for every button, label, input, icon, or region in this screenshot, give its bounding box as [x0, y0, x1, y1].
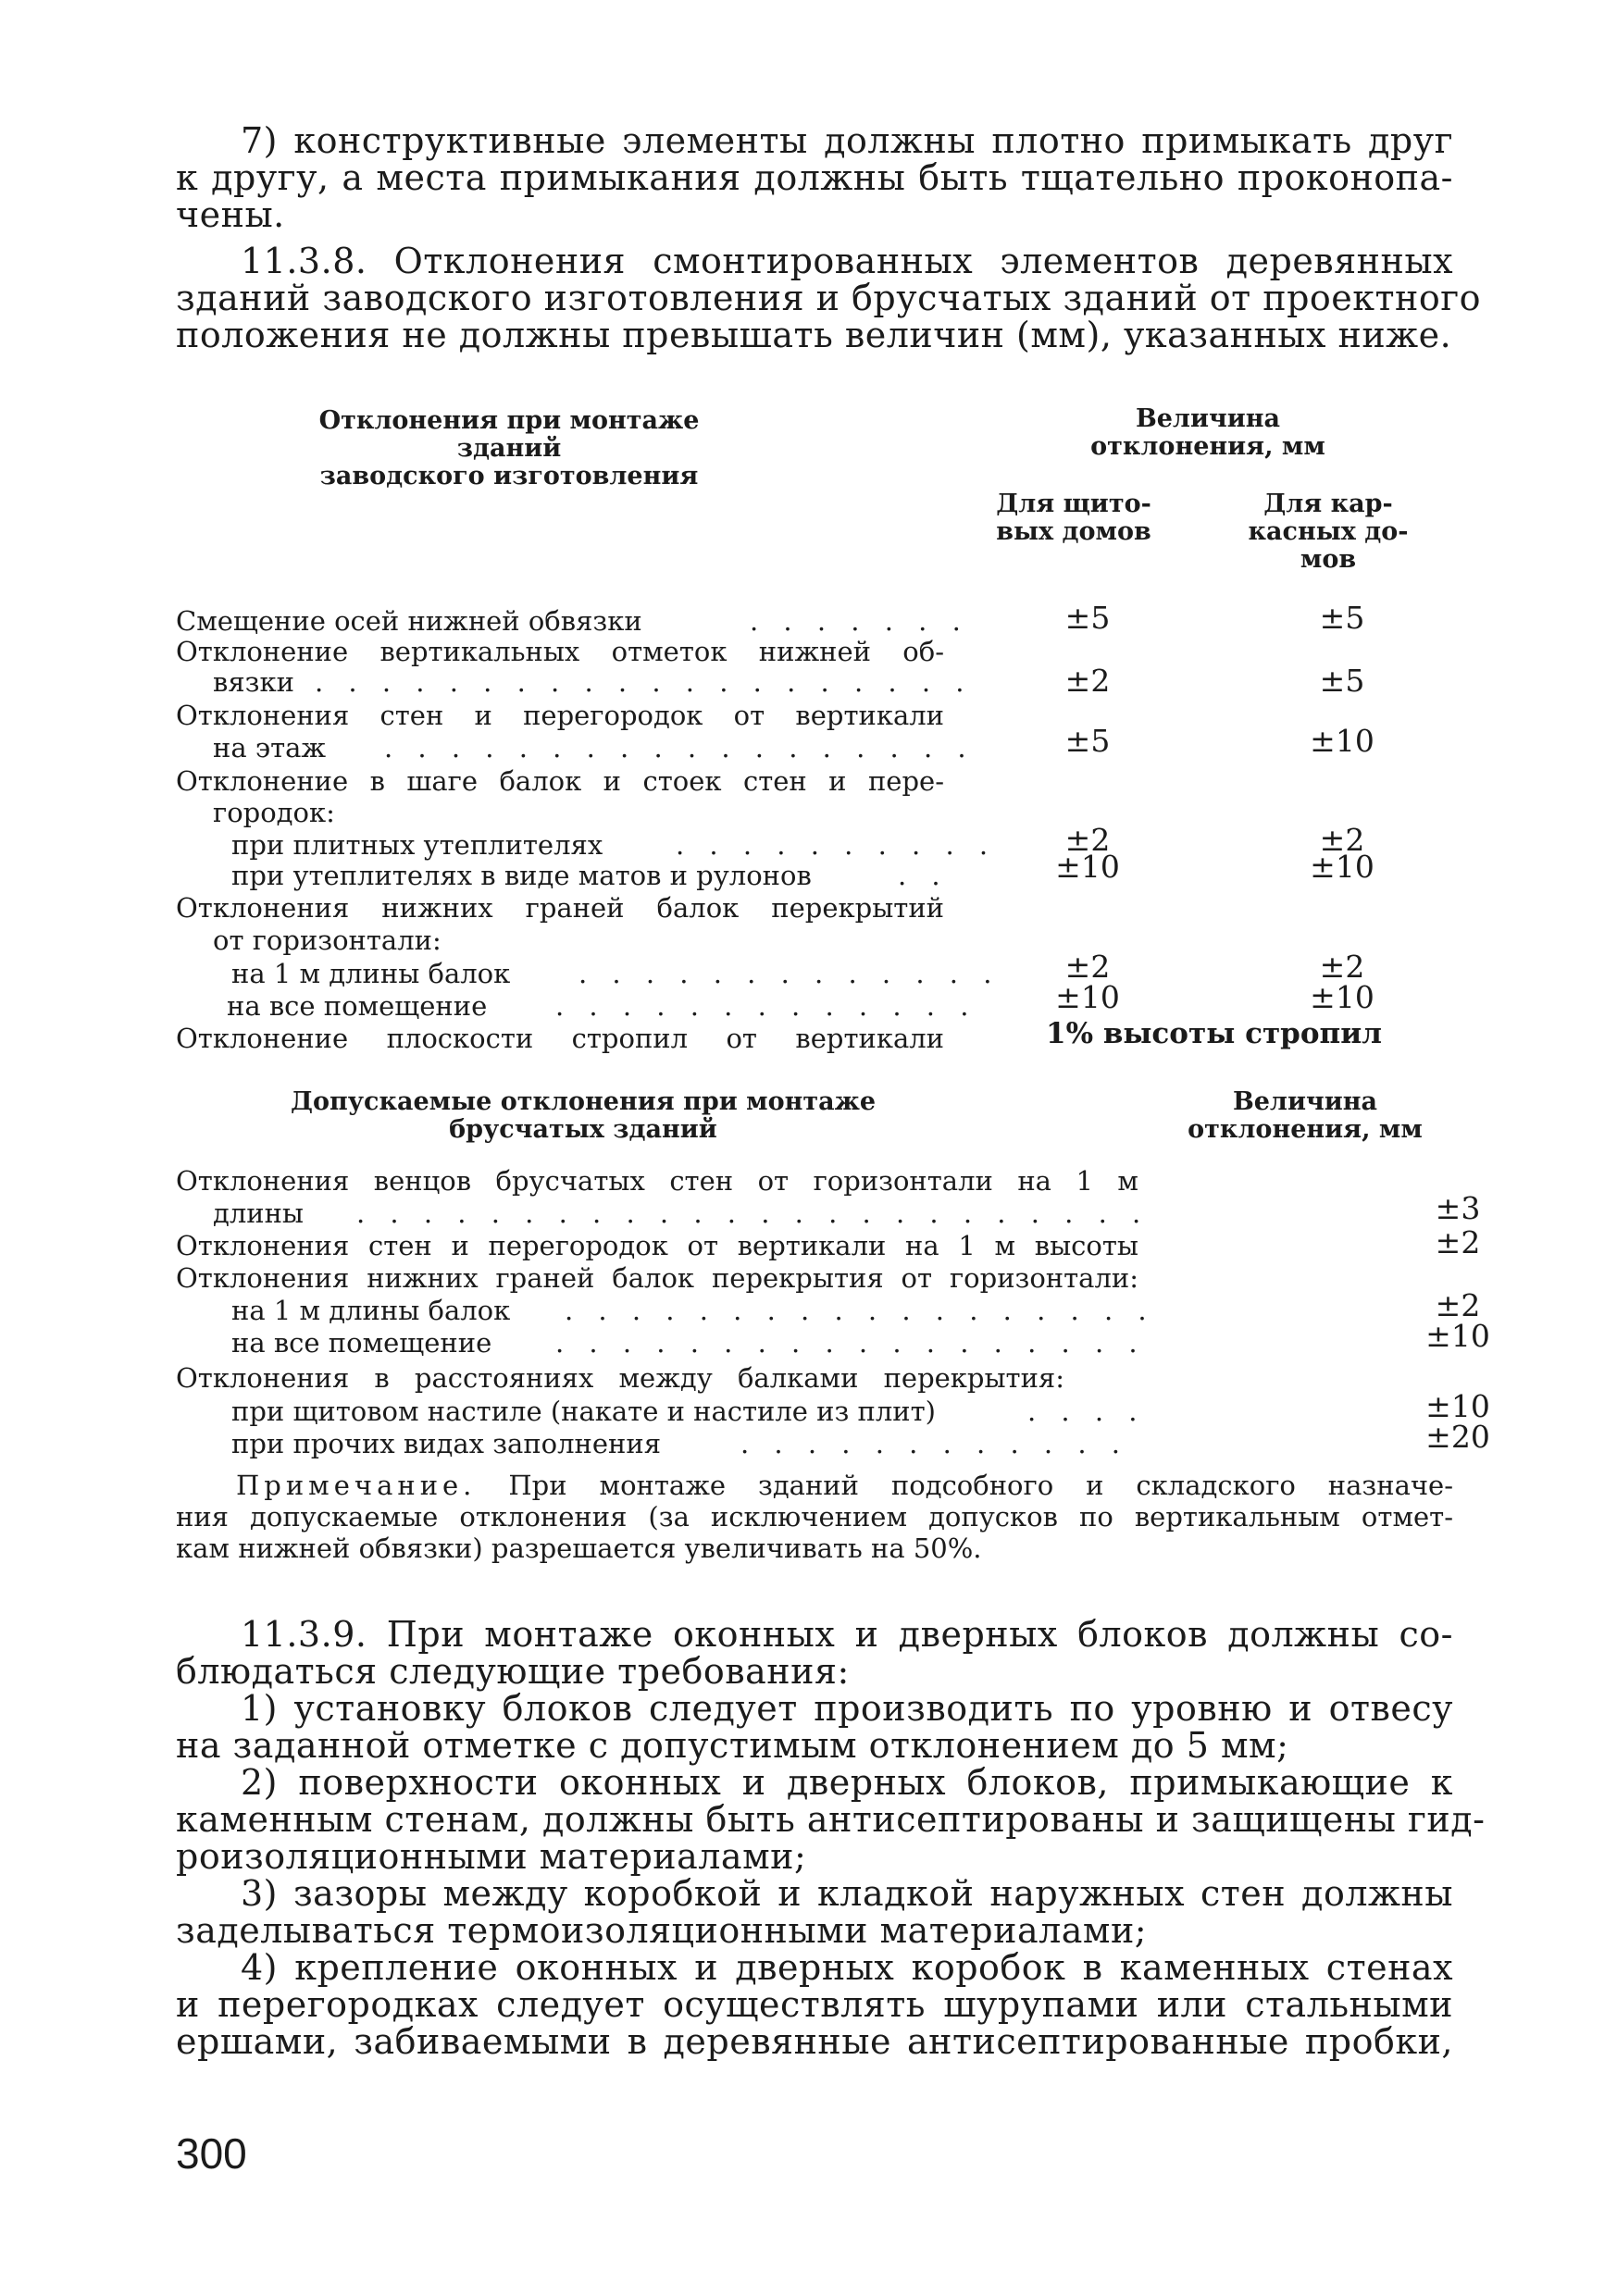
row-label: при прочих видах заполнения	[231, 1428, 661, 1459]
table-row	[176, 637, 1444, 666]
value-shield: ±10	[1055, 849, 1120, 885]
text-line: 4) крепление оконных и дверных коробок в каменных стенах	[241, 1947, 1453, 1988]
row-label: городок:	[213, 797, 335, 828]
row-label: на все помещение	[227, 990, 488, 1022]
row-label: при щитовом настиле (накате и настиле из плит)	[231, 1396, 936, 1427]
row-label: Смещение осей нижней обвязки	[176, 605, 642, 637]
row-label: Отклонения нижних граней балок перекрытия от горизонтали:	[176, 1262, 1138, 1294]
row-label: на 1 м длины балок	[231, 1295, 511, 1326]
text-line: 7) конструктивные элементы должны плотно примыкать друг	[241, 120, 1453, 161]
table-row	[176, 766, 1444, 796]
text-line: блюдаться следующие требования:	[176, 1651, 850, 1692]
value: ±2	[1435, 1224, 1481, 1260]
header-text: вых домов	[996, 517, 1151, 546]
text-line: чены.	[176, 194, 285, 235]
row-label: на 1 м длины балок	[231, 958, 511, 989]
table-row	[176, 723, 1444, 763]
table-row	[176, 663, 1444, 699]
text-line: 11.3.8. Отклонения смонтированных элементов деревянных	[241, 241, 1453, 281]
page-number: 300	[176, 2129, 247, 2178]
row-label: на этаж	[213, 732, 327, 763]
row-label: при плитных утеплителях	[231, 829, 603, 861]
header-text: Для щито-	[996, 490, 1151, 518]
text-line: каменным стенам, должны быть антисептированы и защищены гид-	[176, 1799, 1486, 1840]
intro-paragraph	[176, 122, 1453, 233]
table1-header-left	[278, 407, 740, 490]
table-row	[176, 893, 1444, 923]
table-row	[176, 1388, 1490, 1427]
text-line: положения не должны превышать величин (мм), указанных ниже.	[176, 315, 1452, 355]
table-row	[176, 1419, 1490, 1459]
row-label: Отклонение плоскости стропил от вертикали	[176, 1023, 944, 1054]
table1-col-frame-houses	[1231, 490, 1425, 574]
table-row	[176, 1318, 1490, 1359]
table-row	[176, 1190, 1481, 1229]
value-shield: ±5	[1064, 600, 1111, 636]
row-label: Отклонения нижних граней балок перекрытий	[176, 892, 944, 924]
row-label: от горизонтали:	[213, 925, 442, 956]
header-text: брусчатых зданий	[449, 1115, 717, 1144]
text-line: роизоляционными материалами;	[176, 1836, 807, 1877]
table-row	[176, 798, 1444, 827]
leader-dots: . . . . . . . . . . . . . . . . . . . .	[315, 666, 973, 698]
table-row	[176, 949, 1444, 989]
row-label: Отклонения стен и перегородок от вертикали	[176, 700, 944, 731]
leader-dots: . . . . . . . . . . . . . . . . . .	[565, 1295, 1155, 1326]
table1-header-right	[1037, 405, 1379, 461]
header-text: Отклонения при монтаже зданий	[318, 406, 700, 463]
value-frame: ±2	[1319, 822, 1365, 858]
leader-dots: . . . . . . . . . . . . . . . . . .	[384, 732, 975, 763]
table-row	[176, 600, 1444, 637]
text-line: заделываться термоизоляционными материалами;	[176, 1910, 1148, 1951]
header-text: заводского изготовления	[319, 462, 699, 490]
value: ±20	[1425, 1419, 1490, 1455]
value: ±3	[1435, 1190, 1481, 1226]
table-row	[176, 1017, 1444, 1054]
note-line: ния допускаемые отклонения (за исключением допусков по вертикальным отмет-	[176, 1501, 1453, 1533]
text-line: к другу, а места примыкания должны быть тщательно проконопа-	[176, 157, 1453, 198]
table2-header-right	[1157, 1088, 1453, 1144]
header-text: отклонения, мм	[1090, 432, 1325, 461]
table-row	[176, 925, 1444, 955]
table-row	[176, 1363, 1444, 1393]
text-line: 3) зазоры между коробкой и кладкой наружных стен должны	[241, 1873, 1453, 1914]
table-row	[176, 849, 1444, 891]
value: ±2	[1435, 1287, 1481, 1323]
row-label: Отклонение вертикальных отметок нижней об-	[176, 636, 944, 667]
leader-dots: . . . . . . . . . . . . .	[578, 958, 1001, 989]
value-frame: ±5	[1319, 663, 1365, 699]
value-shield: ±2	[1064, 663, 1111, 699]
text-line: 11.3.9. При монтаже оконных и дверных блоков должны со-	[241, 1614, 1453, 1655]
value-shield: ±2	[1064, 822, 1111, 858]
value-frame: ±10	[1310, 979, 1374, 1015]
table-row	[176, 1224, 1481, 1261]
header-text: мов	[1300, 545, 1357, 574]
leader-dots: . . . . . . .	[750, 605, 969, 637]
table-row	[176, 822, 1444, 861]
value-frame: ±5	[1319, 600, 1365, 636]
header-text: Величина	[1135, 404, 1281, 433]
header-text: касных до-	[1248, 517, 1409, 546]
note-line: кам нижней обвязки) разрешается увеличивать на 50%.	[176, 1533, 982, 1564]
row-label: Отклонения стен и перегородок от вертикали на 1 м высоты	[176, 1230, 1138, 1261]
value-frame: ±10	[1310, 849, 1374, 885]
leader-dots: . . . . . . . . . .	[676, 829, 997, 861]
leader-dots: . .	[898, 860, 949, 891]
leader-dots: . . . . . . . . . . . . .	[555, 990, 977, 1022]
value-shield: ±5	[1064, 723, 1111, 759]
paragraph-11-3-9	[176, 1614, 1486, 2062]
table-row	[176, 1287, 1481, 1326]
text-line: зданий заводского изготовления и брусчатых зданий от проектного	[176, 278, 1482, 318]
header-text: Для кар-	[1263, 490, 1393, 518]
leader-dots: . . . . . . . . . . . .	[740, 1428, 1129, 1459]
value-combined: 1% высоты стропил	[1046, 1017, 1383, 1050]
note-line	[176, 1470, 1453, 1501]
text-line: 1) установку блоков следует производить по уровню и отвесу	[241, 1688, 1453, 1729]
row-label: на все помещение	[231, 1327, 492, 1359]
note-prefix: Примечание.	[236, 1470, 477, 1501]
table-row	[176, 701, 1444, 730]
value-frame: ±10	[1310, 723, 1374, 759]
leader-dots: . . . . . . . . . . . . . . . . . .	[555, 1327, 1146, 1359]
row-label: Отклонения венцов брусчатых стен от горизонтали на 1 м	[176, 1165, 1138, 1197]
row-label: длины	[213, 1198, 305, 1229]
leader-dots: . . . . . . . . . . . . . . . . . . . . . . . .	[356, 1198, 1150, 1229]
leader-dots: . . . .	[1027, 1396, 1146, 1427]
text-line: на заданной отметке с допустимым отклонением до 5 мм;	[176, 1725, 1289, 1766]
value-shield: ±2	[1064, 949, 1111, 985]
note-block	[176, 1470, 1453, 1564]
value: ±10	[1425, 1388, 1490, 1424]
row-label: Отклонения в расстояниях между балками перекрытия:	[176, 1362, 1064, 1394]
table2-header-left	[278, 1088, 889, 1144]
header-text: Допускаемые отклонения при монтаже	[290, 1087, 877, 1116]
text-line: ершами, забиваемыми в деревянные антисептированные пробки,	[176, 2021, 1453, 2062]
row-label: при утеплителях в виде матов и рулонов	[231, 860, 812, 891]
table-row	[176, 1166, 1444, 1196]
header-text: отклонения, мм	[1188, 1115, 1423, 1144]
header-text: Величина	[1232, 1087, 1378, 1116]
note-text: При монтаже зданий подсобного и складского назначе-	[508, 1470, 1453, 1501]
paragraph-11-3-8	[176, 241, 1482, 355]
table-row	[176, 1263, 1444, 1293]
value-frame: ±2	[1319, 949, 1365, 985]
value-shield: ±10	[1055, 979, 1120, 1015]
row-label: Отклонение в шаге балок и стоек стен и пере-	[176, 765, 944, 797]
value: ±10	[1425, 1318, 1490, 1354]
text-line: и перегородках следует осуществлять шурупами или стальными	[176, 1984, 1453, 2025]
row-label: вязки	[213, 666, 294, 698]
table1-col-shield-houses	[967, 490, 1180, 546]
text-line: 2) поверхности оконных и дверных блоков, примыкающие к	[241, 1762, 1453, 1803]
